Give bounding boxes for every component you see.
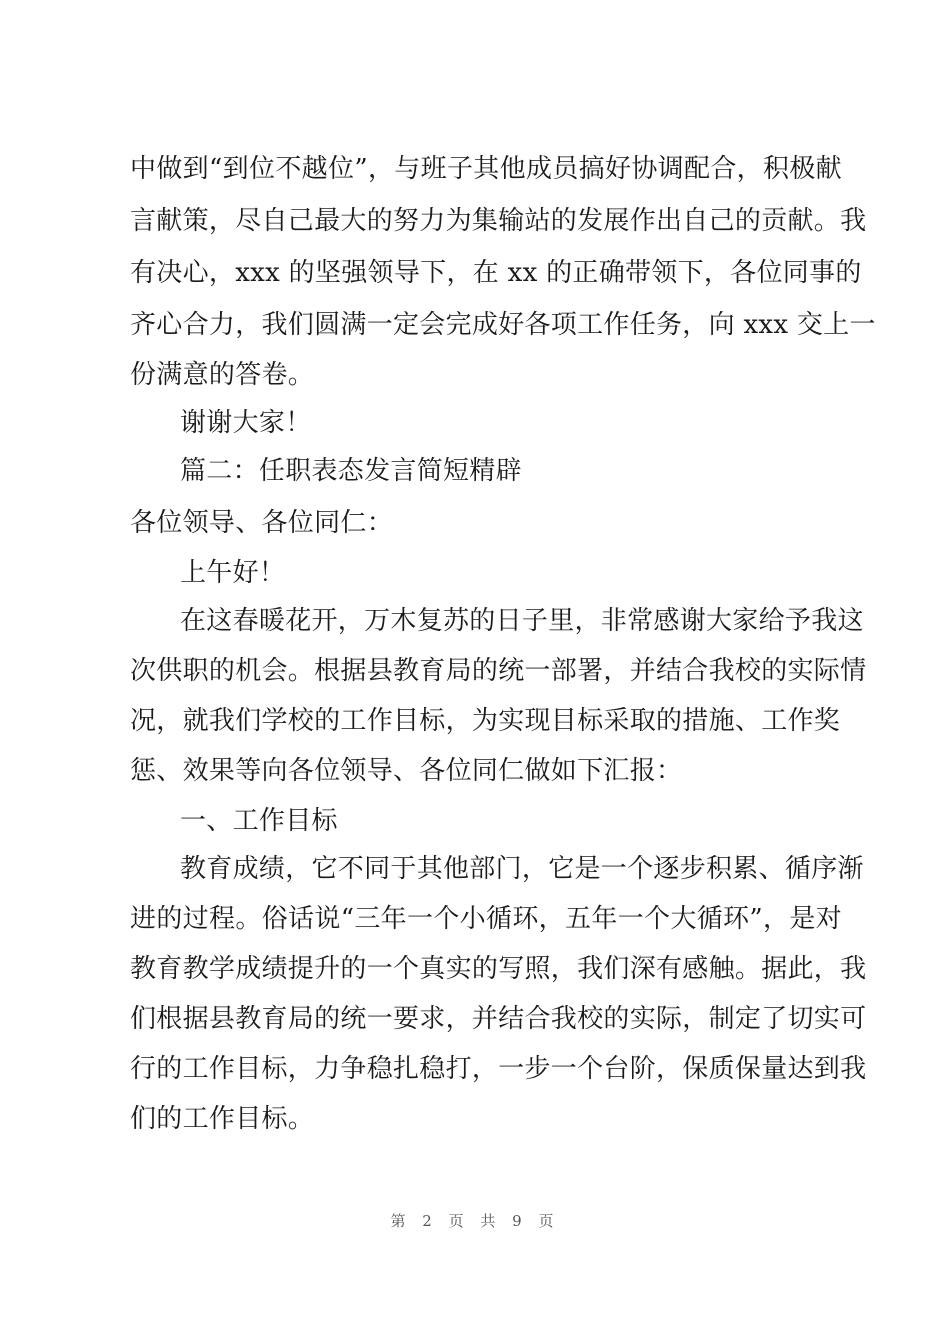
salutation-line: 各位领导、各位同仁： [130,508,394,538]
text-line: 齐心合力，我们圆满一定会完成好各项工作任务，向 xxx 交上一 [130,310,876,340]
subsection-heading: 一、工作目标 [180,806,338,836]
section-heading: 篇二：任职表态发言简短精辟 [180,456,522,486]
text-line: 况，就我们学校的工作目标，为实现目标采取的措施、工作奖 [130,706,841,736]
greeting-line: 上午好！ [180,558,286,588]
text-line: 中做到“到位不越位”，与班子其他成员搞好协调配合，积极献 [130,154,842,184]
text-line: 在这春暖花开，万木复苏的日子里，非常感谢大家给予我这 [180,606,864,636]
text-line: 进的过程。俗话说“三年一个小循环，五年一个大循环”，是对 [130,904,842,934]
page-number: 第 2 页 共 9 页 [390,1212,560,1230]
text-line: 言献策，尽自己最大的努力为集输站的发展作出自己的贡献。我 [130,206,867,236]
text-line: 行的工作目标，力争稳扎稳打，一步一个台阶，保质保量达到我 [130,1054,867,1084]
text-line: 次供职的机会。根据县教育局的统一部署，并结合我校的实际情 [130,656,867,686]
thanks-line: 谢谢大家！ [180,408,312,438]
text-line: 份满意的答卷。 [130,360,315,390]
text-line: 们的工作目标。 [130,1104,315,1134]
text-line: 有决心，xxx 的坚强领导下，在 xx 的正确带领下，各位同事的 [130,258,862,288]
text-line: 教育教学成绩提升的一个真实的写照，我们深有感触。据此，我 [130,954,867,984]
text-line: 惩、效果等向各位领导、各位同仁做如下汇报： [130,756,683,786]
text-line: 教育成绩，它不同于其他部门，它是一个逐步积累、循序渐 [180,854,864,884]
text-line: 们根据县教育局的统一要求，并结合我校的实际，制定了切实可 [130,1004,867,1034]
